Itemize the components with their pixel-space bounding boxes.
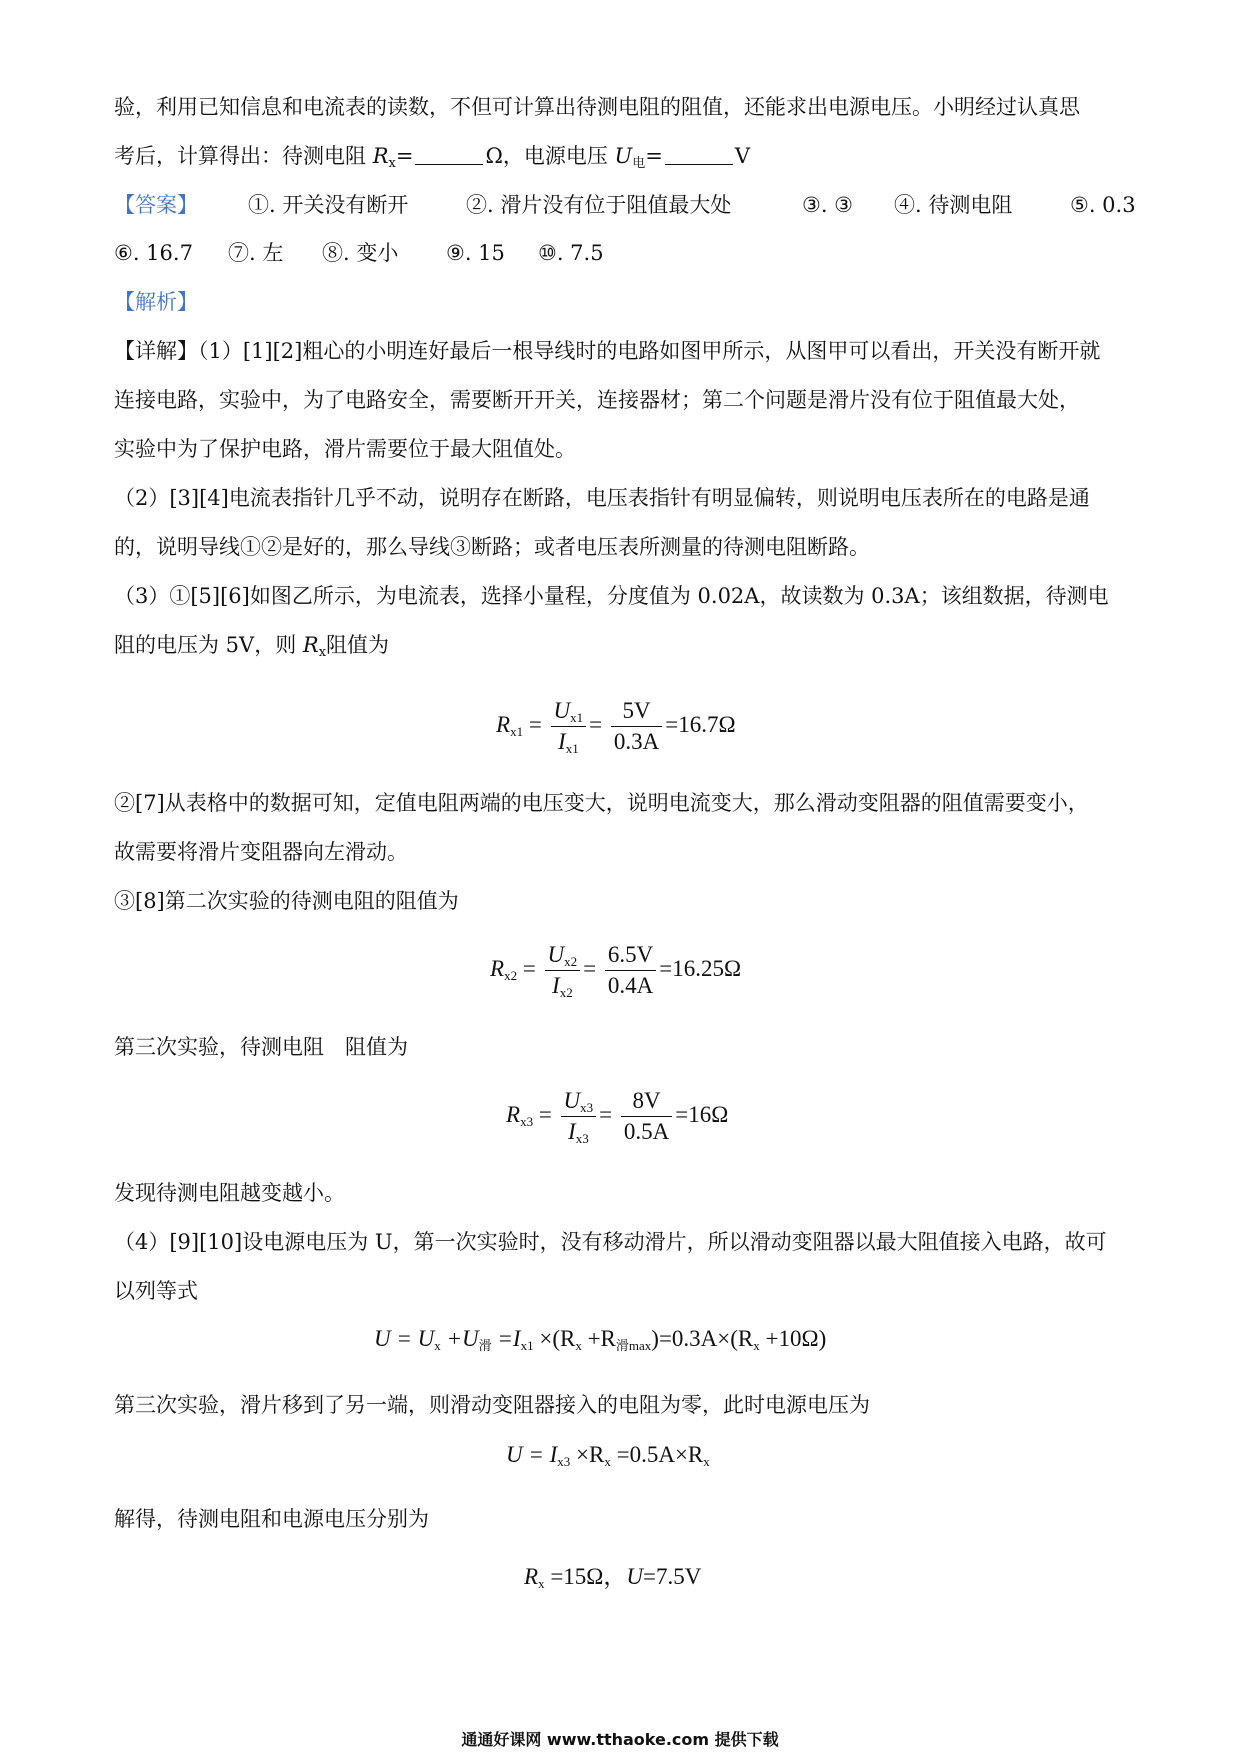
equation-result: $R_x =15\Omega$，U=7.5V (524, 1564, 702, 1591)
answer-item: ③. ③ (802, 193, 854, 217)
text-line: 的，说明导线①②是好的，那么导线③断路；或者电压表所测量的待测电阻断路。 (114, 535, 870, 559)
fraction: $\frac{8V}{0.5A}$ (621, 1086, 672, 1147)
text-line: 第三次实验，待测电阻 阻值为 (114, 1035, 408, 1059)
fraction: $\frac{U_{x1}}{I_{x1}}$ (551, 696, 587, 757)
text-line: 发现待测电阻越变越小。 (114, 1181, 345, 1205)
text-line: 连接电路，实验中，为了电路安全，需要断开开关，连接器材；第二个问题是滑片没有位于阻值最大处， (114, 388, 1080, 412)
fraction: $\frac{U_{x2}}{I_{x2}}$ (545, 940, 581, 1001)
answer-label: 【答案】 (114, 193, 198, 217)
equation-voltage-1: $U = U_x +U_滑 =I_{x1} \times(R_x +R_{滑max})=0.3A\times(R_x +10\Omega)$ (374, 1326, 827, 1353)
text-line: ②[7]从表格中的数据可知，定值电阻两端的电压变大，说明电流变大，那么滑动变阻器的阻值需要变小， (114, 791, 1089, 815)
text-line: 【详解】（1）[1][2]粗心的小明连好最后一根导线时的电路如图甲所示，从图甲可以看出，开关没有断开就 (114, 339, 1101, 363)
text-line: 故需要将滑片变阻器向左滑动。 (114, 840, 408, 864)
equation-rx3: $R_{x3}$ = $\frac{U_{x3}}{I_{x3}}$ = $\frac{8V}{0.5A}$ =16Ω (506, 1088, 729, 1146)
fraction: $\frac{U_{x3}}{I_{x3}}$ (561, 1086, 597, 1147)
equation-voltage-2: $U = I_{x3} \times R_x =0.5A\times R_x$ (506, 1442, 710, 1469)
text-line: 第三次实验，滑片移到了另一端，则滑动变阻器接入的电阻为零，此时电源电压为 (114, 1393, 870, 1417)
equation-rx1: $R_{x1}$ = $\frac{U_{x1}}{I_{x1}}$ = $\frac{5V}{0.3A}$ =16.7Ω (496, 698, 736, 756)
text-line: 解得，待测电阻和电源电压分别为 (114, 1507, 429, 1531)
equation-rx2: $R_{x2}$ = $\frac{U_{x2}}{I_{x2}}$ = $\frac{6.5V}{0.4A}$ =16.25Ω (490, 942, 742, 1000)
blank-rx[interactable] (415, 144, 483, 165)
text-line: （4）[9][10]设电源电压为 U，第一次实验时，没有移动滑片，所以滑动变阻器以最大阻值接入电路，故可 (114, 1230, 1107, 1254)
answer-item: ⑨. 15 (446, 241, 505, 265)
answer-item: ⑥. 16.7 (114, 241, 193, 265)
footer-watermark: 通通好课网 www.tthaoke.com 提供下载 (461, 1730, 779, 1749)
fraction: $\frac{5V}{0.3A}$ (611, 696, 662, 757)
answer-item: ⑤. 0.3 (1070, 193, 1136, 217)
text-line: 阻的电压为 5V，则 $R_x$阻值为 (114, 633, 390, 660)
text-line-2: 考后，计算得出：待测电阻 $R_x= \Omega$，电源电压 $U_电= V$ (114, 144, 751, 171)
text-line: （2）[3][4]电流表指针几乎不动，说明存在断路，电压表指针有明显偏转，则说明电压表所在的电路是通 (114, 486, 1090, 510)
answer-item: ①. 开关没有断开 (248, 193, 409, 217)
answer-item: ⑩. 7.5 (538, 241, 604, 265)
text-line-1: 验，利用已知信息和电流表的读数，不但可计算出待测电阻的阻值，还能求出电源电压。小明经过认真思 (114, 95, 1080, 119)
answer-item: ②. 滑片没有位于阻值最大处 (466, 193, 732, 217)
answer-item: ⑦. 左 (228, 241, 284, 265)
answer-item: ⑧. 变小 (322, 241, 399, 265)
answer-item: ④. 待测电阻 (894, 193, 1013, 217)
text-line: 以列等式 (114, 1279, 198, 1303)
analysis-label: 【解析】 (114, 290, 198, 314)
text-line: （3）①[5][6]如图乙所示，为电流表，选择小量程，分度值为 0.02A，故读数为 0.3A；该组数据，待测电 (114, 584, 1109, 608)
fraction: $\frac{6.5V}{0.4A}$ (605, 940, 656, 1001)
blank-voltage[interactable] (665, 144, 733, 165)
text-line: ③[8]第二次实验的待测电阻的阻值为 (114, 889, 459, 913)
text-line: 实验中为了保护电路，滑片需要位于最大阻值处。 (114, 437, 576, 461)
